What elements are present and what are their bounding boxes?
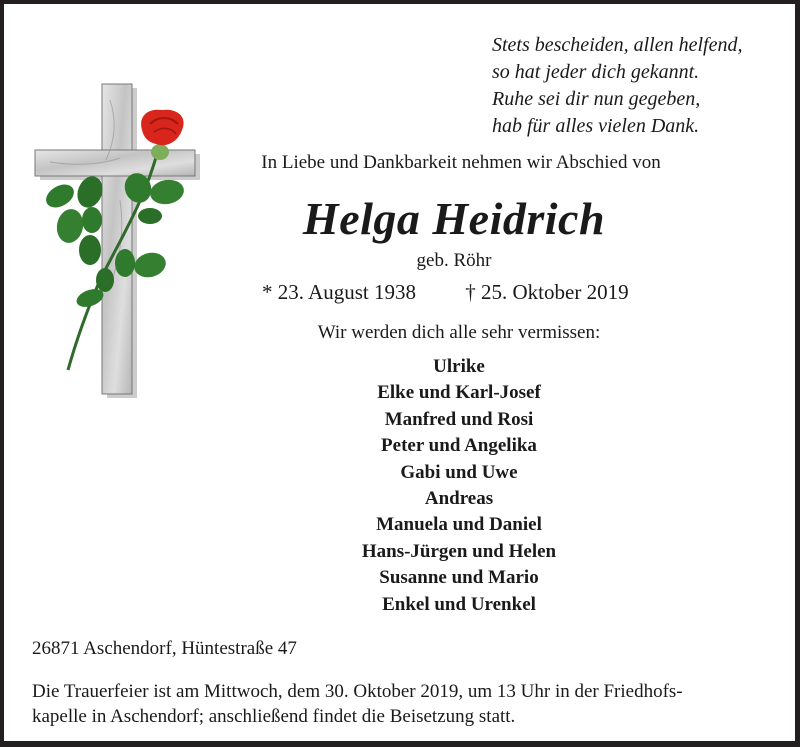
obituary-notice — [4, 4, 795, 741]
death-date: † 25. Oktober 2019 — [465, 280, 629, 304]
mourner: Gabi und Uwe — [400, 461, 518, 483]
mourner: Enkel und Urenkel — [382, 593, 536, 615]
life-dates — [262, 280, 629, 305]
mourner: Hans-Jürgen und Helen — [361, 540, 557, 562]
birth-date: * 23. August 1938 — [262, 280, 417, 304]
intro-text: In Liebe und Dankbarkeit nehmen wir Abschied von — [261, 152, 661, 173]
poem-line: Stets bescheiden, allen helfend, — [492, 34, 743, 56]
poem-line: hab für alles vielen Dank. — [492, 115, 700, 137]
poem-line: Ruhe sei dir nun gegeben, — [492, 88, 701, 110]
poem — [492, 32, 742, 140]
mourner: Elke und Karl-Josef — [377, 382, 541, 404]
mourner: Peter und Angelika — [381, 435, 537, 457]
service-line: Die Trauerfeier ist am Mittwoch, dem 30. Oktober 2019, um 13 Uhr in der Friedhofs- — [32, 681, 683, 702]
poem-line: so hat jeder dich gekannt. — [492, 61, 700, 83]
cross-with-rose-icon — [30, 80, 200, 400]
service-info — [32, 679, 792, 729]
address: 26871 Aschendorf, Hüntestraße 47 — [32, 638, 297, 659]
mourner: Ulrike — [433, 356, 485, 377]
mourner: Manfred und Rosi — [384, 408, 534, 430]
mourner: Manuela und Daniel — [376, 514, 542, 536]
mourner: Susanne und Mario — [379, 567, 539, 589]
maiden-name: geb. Röhr — [416, 250, 492, 271]
deceased-name: Helga Heidrich — [302, 193, 606, 244]
mourners-list — [244, 354, 674, 618]
mourner: Andreas — [424, 488, 494, 510]
missing-text: Wir werden dich alle sehr vermissen: — [317, 322, 601, 343]
service-line: kapelle in Aschendorf; anschließend findet die Beisetzung statt. — [32, 706, 516, 727]
